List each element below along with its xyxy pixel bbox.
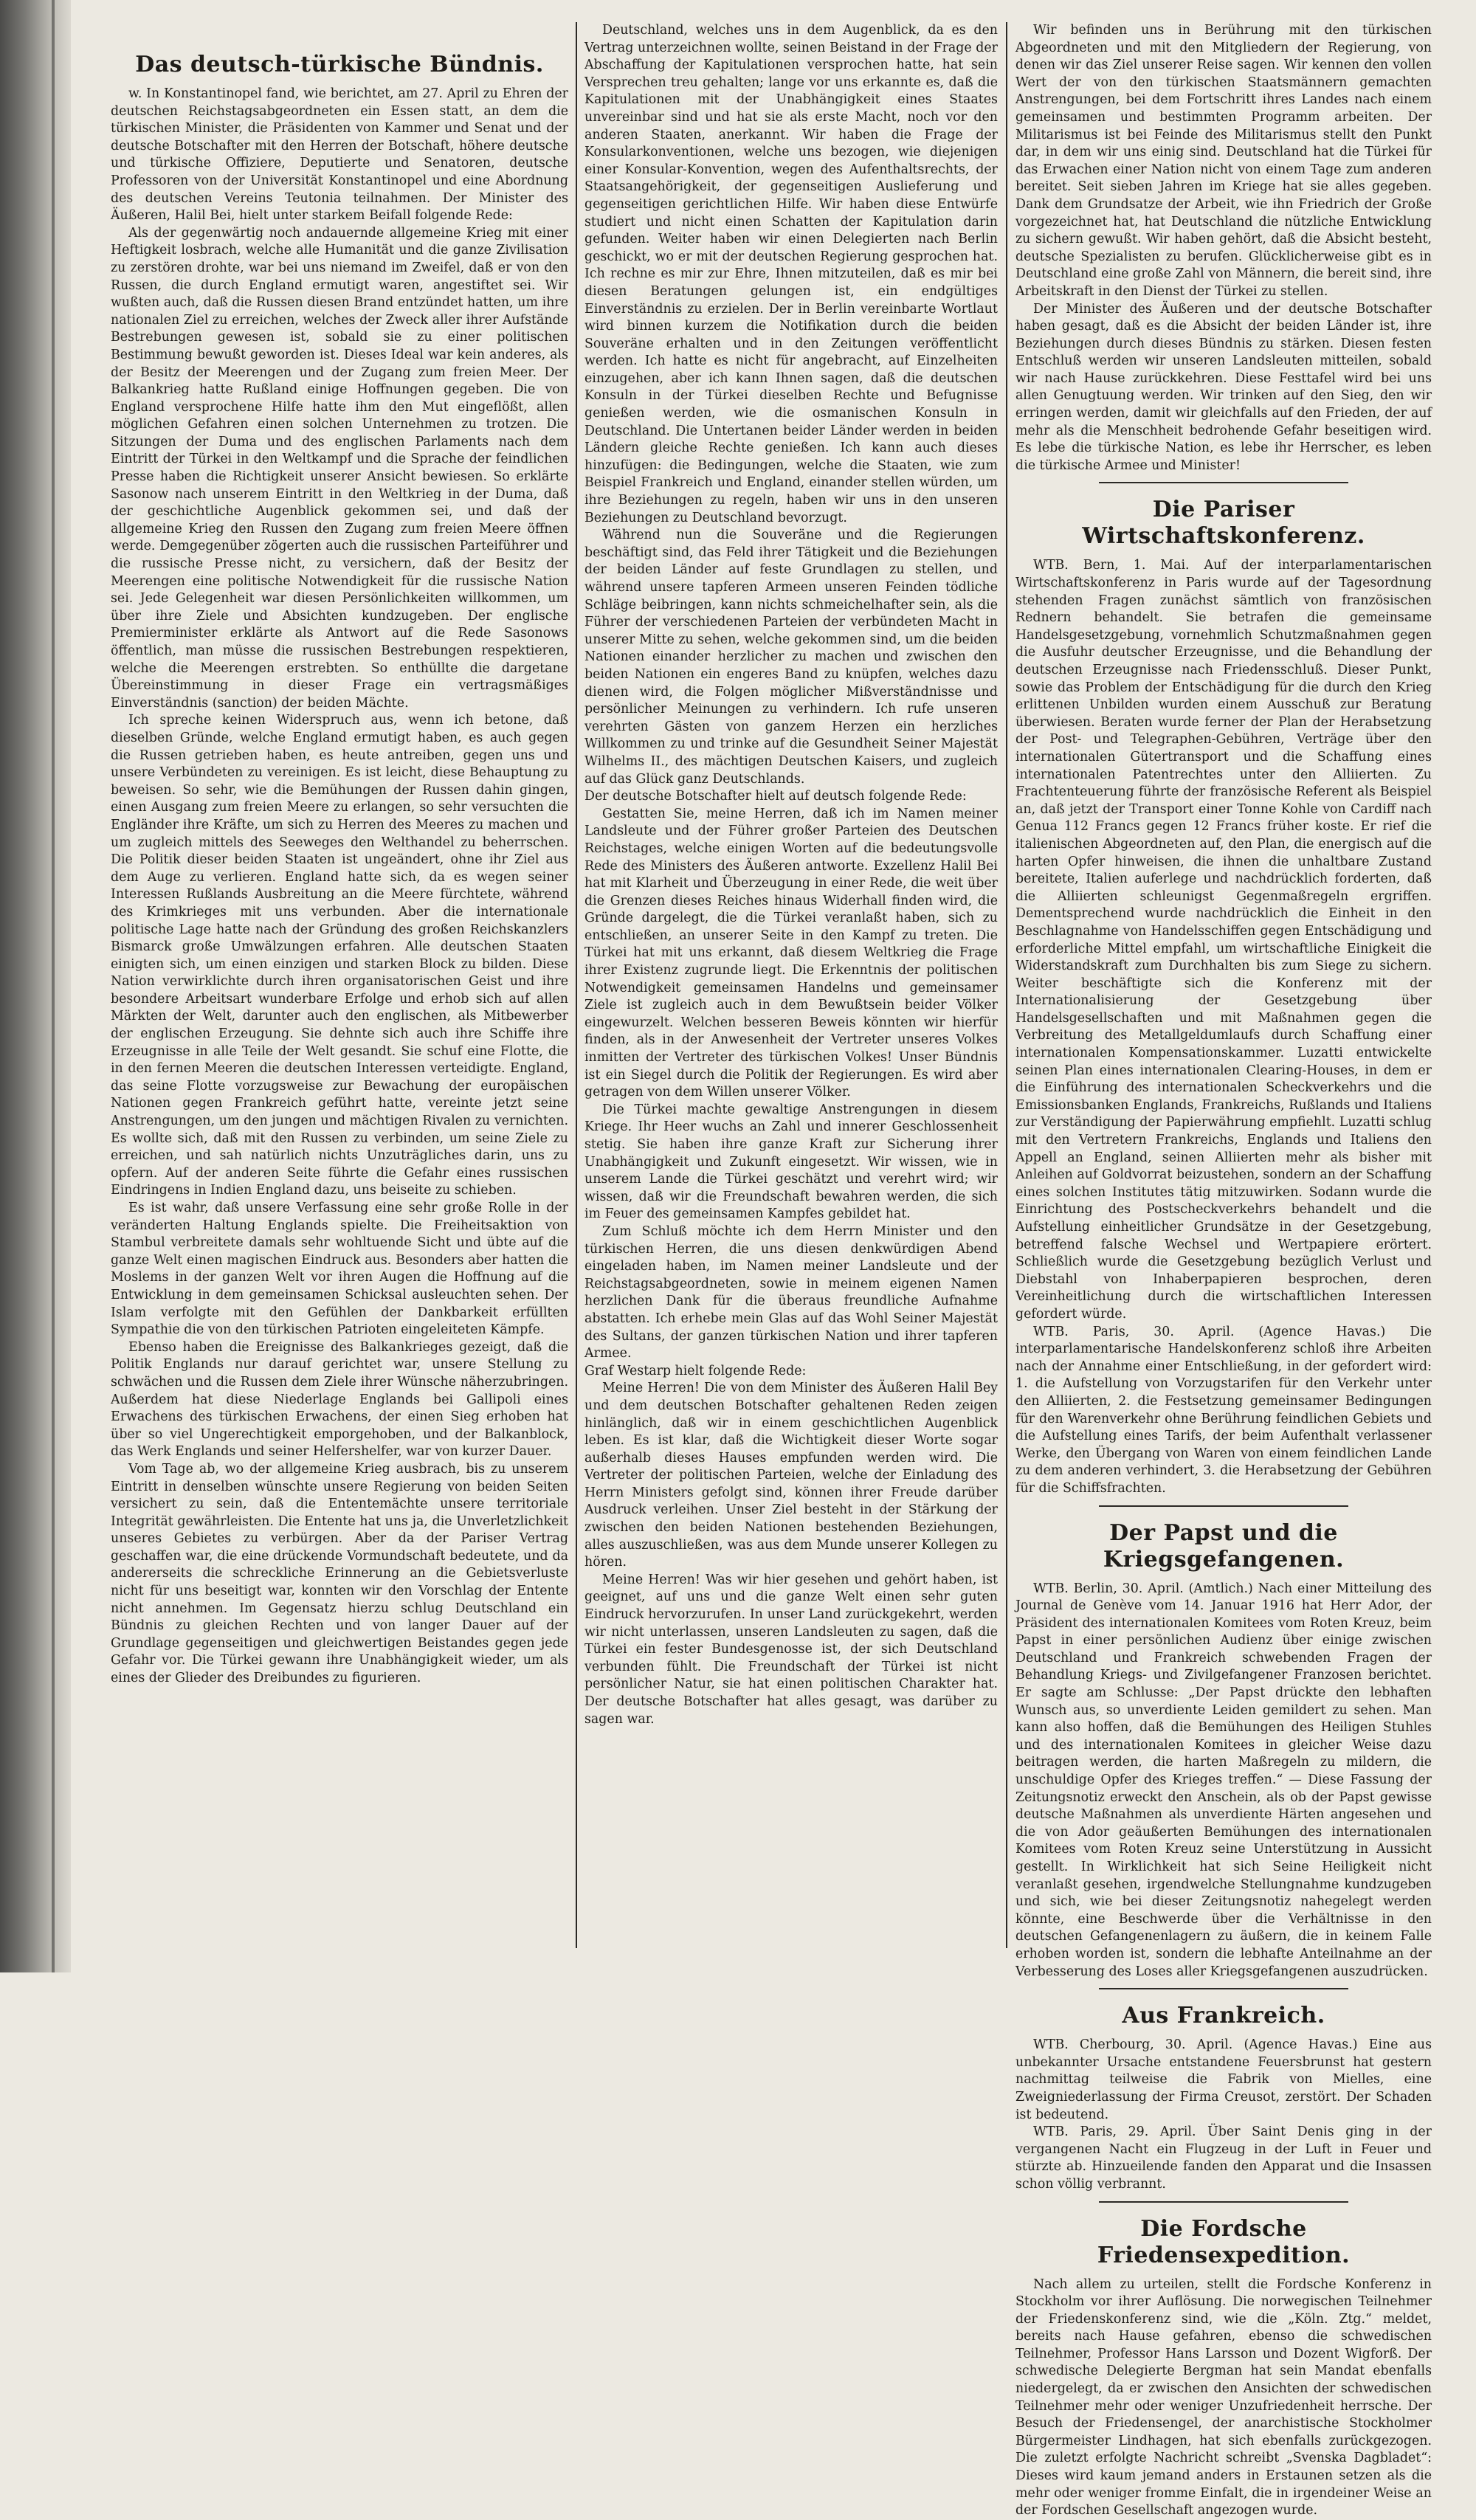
- article-headline: Die Fordsche Friedensexpedition.: [1097, 2215, 1351, 2268]
- article-paragraph: WTB. Bern, 1. Mai. Auf der interparlamentarischen Wirtschaftskonferenz in Paris wurde auf der Tagesordnung stehenden Fragen zunächst sämtlich von französischen Rednern behandelt. Sie betrafen die gemeinsame Handelsgesetzgebung, vornehmlich Schutzmaßnahmen gegen die Ausfuhr deutscher Erzeugnisse, und die Behandlung der deutschen Erzeugnisse nach Friedensschluß. Dieser Punkt, sowie das Problem der Entschädigung für die durch den Krieg erlittenen Unbilden wurden einem Ausschuß zur Beratung überwiesen. Beraten wurde ferner der Plan der Herabsetzung der Post- und Telegraphen-Gebühren, Verträge über den internationalen Gütertransport und die Schaffung eines internationalen Patentrechtes unter den Alliierten. Zu Frachtenteuerung führte der französische Referent als Beispiel an, daß jetzt der Transport einer Tonne Kohle von Cardiff nach Genua 112 Francs gegen 12 Francs früher koste. Er rief die italienischen Abgeordneten auf, den Plan, die energisch auf die harten Opfer hinweisen, die ihnen die unhaltbare Zustand bereitete, Italien auferlege und nachdrücklich forderten, daß die Alliierten schleunigst Gegenmaßregeln ergriffen. Dementsprechend wurde nachdrücklich die Einheit in den Beschlagnahme von Handelsschiffen gegen Entschädigung und erforderliche Mittel empfahl, um wirtschaftliche Einigkeit die Widerstandskraft zum Durchhalten bis zum Siege zu sichern. Weiter beschäftigte sich die Konferenz mit der Internationalisierung der Gesetzgebung über Handelsgesellschaften und mit Maßnahmen gegen die Verbreitung des Metallgeldumlaufs durch Schaffung einer internationalen Kompensationskammer. Luzatti entwickelte seinen Plan eines internationalen Clearing-Houses, in dem er die Einführung des internationalen Scheckverkehrs und die Emissionsbanken Englands, Frankreichs, Rußlands und Italiens zur Verständigung der Papierwährung empfiehlt. Luzatti schlug mit den Vertretern Frankreichs, Englands und Italiens den Appell an England, seinen Alliierten mehr als bisher mit Anleihen auf Goldvorrat beizustehen, sondern an der Schaffung eines solchen Institutes tätig mitzuwirken. Sodann wurde die Einrichtung des Postscheckverkehrs behandelt und die Aufstellung einheitlicher Grundsätze in der Gesetzgebung, betreffend falsche Wechsel und Wertpapiere erörtert. Schließlich wurde die Gesetzgebung bezüglich Verlust und Diebstahl von Inhaberpapieren besprochen, deren Vereinheitlichung durch die wirtschaftlichen Interessen gefordert würde.: [1015, 558, 1432, 1322]
- column-3: [1015, 22, 1432, 2519]
- article-paragraph: w. In Konstantinopel fand, wie berichtet, am 27. April zu Ehren der deutschen Reichstagsabgeordneten ein Essen statt, an dem die türkischen Minister, die Präsidenten von Kammer und Senat und der deutsche Botschafter mit den Herren der Botschaft, höhere deutsche und türkische Offiziere, Deputierte und Senatoren, deutsche Professoren von der Universität Konstantinopel und eine Abordnung des deutschen Vereins Teutonia teilnahmen. Der Minister des Äußeren, Halil Bei, hielt unter starkem Beifall folgende Rede:: [111, 86, 568, 224]
- article-paragraph: WTB. Paris, 30. April. (Agence Havas.) Die interparlamentarische Handelskonferenz schloß ihre Arbeiten nach der Annahme einer Entschließung, in der gefordert wird: 1. die Aufstellung von Vorzugstarifen für den Verkehr unter den Alliierten, 2. die Festsetzung gemeinsamer Bedingungen für den Warenverkehr ohne Berührung feindlichen Gebiets und die Aufstellung eines Tarifs, der beim Aufenthalt verlassener Werke, den Übergang von Waren von einem feindlichen Lande zu dem anderen verhindert, 3. die Herabsetzung der Gebühren für die Schiffsfrachten.: [1015, 1324, 1432, 1496]
- column-1: [111, 22, 568, 1948]
- article-headline: Aus Frankreich.: [1122, 2003, 1325, 2029]
- article-headline: Der Papst und die Kriegsgefangenen.: [1103, 1519, 1345, 1573]
- speech-intro: Der deutsche Botschafter hielt auf deutsch folgende Rede:: [584, 789, 967, 804]
- article-headline: Die Pariser Wirtschaftskonferenz.: [1082, 497, 1365, 550]
- article-paragraph: Zum Schluß möchte ich dem Herrn Minister und den türkischen Herren, die uns diesen denkwürdigen Abend eingeladen haben, im Namen meiner Landsleute und der Reichstagsabgeordneten, sowie in meinem eigenen Namen herzlichen Dank für die überaus freundliche Aufnahme abstatten. Ich erhebe mein Glas auf das Wohl Seiner Majestät des Sultans, der ganzen türkischen Nation und ihrer tapferen Armee.: [584, 1223, 998, 1361]
- speech-intro: Graf Westarp hielt folgende Rede:: [584, 1363, 807, 1378]
- column-rule: [576, 22, 577, 1948]
- article-paragraph: Meine Herren! Was wir hier gesehen und gehört haben, ist geeignet, auf uns und die ganze Welt einen sehr guten Eindruck hervorzurufen. In unser Land zurückgekehrt, werden wir nicht unterlassen, unseren Landsleuten zu sagen, daß die Türkei ein fester Bundesgenosse ist, der sich Deutschland verbunden fühlt. Die Freundschaft der Türkei ist nicht persönlicher Natur, sie hat einen politischen Charakter hat. Der deutsche Botschafter hat alles gesagt, was darüber zu sagen war.: [584, 1572, 998, 1727]
- newspaper-page: [111, 22, 1432, 2519]
- article-paragraph: Es ist wahr, daß unsere Verfassung eine sehr große Rolle in der veränderten Haltung Englands spielte. Die Freiheitsaktion von Stambul verbreitete damals sehr wohltuende Sicht und übte auf die ganze Welt einen magischen Eindruck aus. Besonders aber hatten die Moslems in der ganzen Welt vor ihren Augen die Hoffnung auf die Entwicklung in dem gemeinsamen Schicksal ausleuchten sehen. Der Islam verfolgte mit den Gefühlen der Dankbarkeit erfüllten Sympathie die von den türkischen Patrioten eingeleiteten Kämpfe.: [111, 1201, 568, 1338]
- column-2: [584, 22, 998, 1948]
- article-paragraph: Vom Tage ab, wo der allgemeine Krieg ausbrach, bis zu unserem Eintritt in denselben wünschte unsere Regierung von beiden Seiten versichert zu sein, daß die Ententemächte unsere territoriale Integrität gewährleisten. Die Entente hat uns ja, die Unverletzlichkeit unseres Gebietes zu verbürgen. Aber da der Pariser Vertrag geschaffen war, die eine drückende Vormundschaft bedeutete, und da andererseits die schreckliche Erinnerung an die Gebietsverluste nicht für uns beseitigt war, konnten wir den Vorschlag der Entente nicht annehmen. Im Gegensatz hierzu schlug Deutschland ein Bündnis zu gleichen Rechten und von langer Dauer auf der Grundlage gegenseitigen und gleichwertigen Beistandes gegen jede Gefahr vor. Die Türkei gewann ihre Unabhängigkeit wieder, um als eines der Glieder des Dreibundes zu figurieren.: [111, 1461, 568, 1686]
- article-headline: Das deutsch-türkische Bündnis.: [135, 52, 544, 77]
- article-paragraph: Deutschland, welches uns in dem Augenblick, da es den Vertrag unterzeichnen wollte, seinen Beistand in der Frage der Abschaffung der Kapitulationen versprochen hatte, hat sein Versprechen treu gehalten; lange vor uns erkannte es, daß die Kapitulationen mit der Unabhängigkeit eines Staates unvereinbar sind und hat sie als erste Macht, noch vor den anderen Staaten, anerkannt. Wir haben die Frage der Konsularkonventionen, welche uns bezogen, wie diejenigen einer Konsular-Konvention, wegen des Aufenthaltsrechts, der Staatsangehörigkeit, der gegenseitigen Auslieferung und gegenseitigen gerichtlichen Hilfe. Wir haben diese Entwürfe studiert und nicht einen Schatten der Kapitulation darin gefunden. Weiter haben wir einen Delegierten nach Berlin geschickt, wo er mit der deutschen Regierung gesprochen hat. Ich rechne es mir zur Ehre, Ihnen mitzuteilen, daß es mir bei diesen Beratungen gelungen ist, ein endgültiges Einverständnis zu erzielen. Der in Berlin vereinbarte Wortlaut wird binnen kurzem die Notifikation durch die beiden Souveräne erhalten und in den Zeitungen veröffentlicht werden. Ich hatte es nicht für angebracht, auf Einzelheiten einzugehen, aber ich kann Ihnen sagen, daß die deutschen Konsuln in der Türkei dieselben Rechte und Befugnisse genießen werden, wie die osmanischen Konsuln in Deutschland. Die Untertanen beider Länder werden in beiden Ländern gleiche Rechte genießen. Ich kann auch dieses hinzufügen: die Bedingungen, welche die Staaten, wie zum Beispiel Frankreich und England, einander stellen würden, um ihre Beziehungen zu regeln, haben wir uns in den unseren Beziehungen zu Deutschland bevorzugt.: [584, 23, 998, 525]
- article-paragraph: Wir befinden uns in Berührung mit den türkischen Abgeordneten und mit den Mitgliedern der Regierung, von denen wir das Ziel unserer Reise sagen. Wir kennen den vollen Wert der von den türkischen Staatsmännern gemachten Anstrengungen, bei dem Fortschritt ihres Landes nach einem gemeinsamen und bestimmten Programm arbeiten. Der Militarismus ist bei Feinde des Militarismus stellt den Punkt dar, in dem wir uns einig sind. Deutschland hat die Türkei für das Erwachen einer Nation nicht von einem Tage zum anderen bereitet. Seit sieben Jahren im Kriege hat sie alles gegeben. Dank dem Grundsatze der Arbeit, wie ihn Friedrich der Große vorgezeichnet hat, hat Deutschland die nützliche Entwicklung zu sichern gewußt. Wir haben gehört, daß die Absicht besteht, deutsche Spezialisten zu berufen. Glücklicherweise gibt es in Deutschland eine große Zahl von Männern, die bereit sind, ihre Arbeitskraft in den Dienst der Türkei zu stellen.: [1015, 23, 1432, 299]
- article-paragraph: Als der gegenwärtig noch andauernde allgemeine Krieg mit einer Heftigkeit losbrach, welche alle Humanität und die ganze Zivilisation zu zerstören drohte, war bei uns niemand im Zweifel, daß er von den Russen, die durch England ermutigt waren, angestiftet sei. Wir wußten auch, daß die Russen diesen Brand entzündet hatten, um ihre nationalen Ziel zu erreichen, welches der Zweck aller ihrer Aufstände Bestrebungen gewesen ist, sobald sie zu einer politischen Bestimmung bewußt geworden ist. Dieses Ideal war kein anderes, als der Besitz der Meerengen und der Zugang zum freien Meer. Der Balkankrieg hatte Rußland einige Hoffnungen gegeben. Die von England versprochene Hilfe hatte ihm den Mut eingeflößt, allen möglichen Gefahren einen solchen Unternehmen zu trotzen. Die Sitzungen der Duma und des englischen Parlaments nach dem Eintritt der Türkei in den Weltkampf und die Sprache der feindlichen Presse haben die Richtigkeit unserer Ansicht bewiesen. So erklärte Sasonow nach unserem Eintritt in den Weltkrieg in der Duma, daß der geschichtliche Augenblick gekommen sei, und daß der allgemeine Krieg den Russen den Zugang zum freien Meere öffnen werde. Demgegenüber zögerten auch die russischen Parteiführer und die russische Presse nicht, zu versichern, daß der Besitz der Meerengen eine politische Notwendigkeit für die russische Nation sei. Jede Gelegenheit war diesen Persönlichkeiten willkommen, um über ihre Ziele und Absichten kundzugeben. Der englische Premierminister erklärte als Antwort auf die Rede Sasonows öffentlich, man müsse die russischen Bestrebungen respektieren, welche die Meerengen erstrebten. So enthüllte die dargetane Übereinstimmung in dieser Frage ein vertragsmäßiges Einverständnis (sanction) der beiden Mächte.: [111, 225, 568, 711]
- section-divider: [1099, 1988, 1348, 1989]
- article-paragraph: Während nun die Souveräne und die Regierungen beschäftigt sind, das Feld ihrer Tätigkeit und die Beziehungen der beiden Länder auf feste Grundlagen zu stellen, und während unsere tapferen Armeen unseren Feinden tödliche Schläge beibringen, kann nichts schmeichelhafter sein, als die Führer der verschiedenen Parteien der verbündeten Macht in unserer Mitte zu sehen, welche gekommen sind, um die beiden Nationen einander herzlicher zu machen und zwischen den beiden Nationen ein engeres Band zu knüpfen, welches dazu dienen wird, die Folgen möglicher Mißverständnisse und persönlicher Meinungen zu verhindern. Ich rufe unseren verehrten Gästen von ganzem Herzen ein herzliches Willkommen zu und trinke auf die Gesundheit Seiner Majestät Wilhelms II., des mächtigen Deutschen Kaisers, und zugleich auf das Glück ganz Deutschlands.: [584, 528, 998, 787]
- article-paragraph: WTB. Cherbourg, 30. April. (Agence Havas.) Eine aus unbekannter Ursache entstandene Feuersbrunst hat gestern nachmittag teilweise die Fabrik von Mielles, eine Zweigniederlassung der Firma Creusot, zerstört. Der Schaden ist bedeutend.: [1015, 2037, 1432, 2122]
- section-divider: [1099, 2201, 1348, 2203]
- article-paragraph: WTB. Berlin, 30. April. (Amtlich.) Nach einer Mitteilung des Journal de Genève vom 14. Januar 1916 hat Herr Ador, der Präsident des internationalen Komitees vom Roten Kreuz, beim Papst in einer persönlichen Audienz über einige zwischen Deutschland und Frankreich schwebenden Fragen der Behandlung Kriegs- und Zivilgefangener Franzosen berichtet. Er sagte am Schlusse: „Der Papst drückte den lebhaften Wunsch aus, so unverdiente Leiden gemildert zu sehen. Man kann also hoffen, daß die Bemühungen des Heiligen Stuhles und des internationalen Komitees in gleicher Weise dazu beitragen werden, die harten Maßregeln zu mildern, die unschuldige Opfer des Krieges treffen.“ — Diese Fassung der Zeitungsnotiz erweckt den Anschein, als ob der Papst gewisse deutsche Maßnahmen als unverdiente Härten angesehen und die von Ador geäußerten Bemühungen des internationalen Komitees vom Roten Kreuz seine Unterstützung in Aussicht gestellt. In Wirklichkeit hat sich Seine Heiligkeit nicht veranlaßt gesehen, irgendwelche Stellungnahme kundzugeben und sich, wie bei dieser Zeitungsnotiz nahegelegt werden könnte, eine Beschwerde über die Verhältnisse in den deutschen Gefangenenlagern zu äußern, die in keinem Falle erhoben worden ist, sondern die lebhafte Anteilnahme an der Verbesserung des Loses aller Kriegsgefangenen auszudrücken.: [1015, 1581, 1432, 1979]
- article-paragraph: Ebenso haben die Ereignisse des Balkankrieges gezeigt, daß die Politik Englands nur darauf gerichtet war, unsere Stellung zu schwächen und die Russen dem Ziele ihrer Wünsche näherzubringen. Außerdem hat diese Niederlage Englands bei Gallipoli eines Erwachens des türkischen Erwachens, der einen Sieg erhoben hat über so viel Ungerechtigkeit emporgehoben, und der Balkanblock, das Werk Englands und seiner Helfershelfer, war von kurzer Dauer.: [111, 1339, 568, 1460]
- section-divider: [1099, 1505, 1348, 1507]
- section-divider: [1099, 482, 1348, 483]
- article-paragraph: Nach allem zu urteilen, stellt die Fordsche Konferenz in Stockholm vor ihrer Auflösung. Die norwegischen Teilnehmer der Friedenskonferenz sind, wie die „Köln. Ztg.“ meldet, bereits nach Hause gefahren, ebenso die schwedischen Teilnehmer, Professor Hans Larsson und Dozent Wigforß. Der schwedische Delegierte Bergman hat sein Mandat ebenfalls niedergelegt, da er zwischen den Ansichten der schwedischen Teilnehmer mehr oder weniger Unzufriedenheit herrsche. Der Besuch der Friedensengel, der anarchistische Stockholmer Bürgermeister Lindhagen, hat sich ebenfalls zurückgezogen. Die zuletzt erfolgte Nachricht schreibt „Svenska Dagbladet“: Dieses wird kaum jemand anders in Erstaunen setzen als die mehr oder weniger fromme Einfalt, die in irgendeiner Weise an der Fordschen Gesellschaft angezogen wurde.: [1015, 2276, 1432, 2519]
- column-rule: [1006, 22, 1007, 1948]
- article-paragraph: Der Minister des Äußeren und der deutsche Botschafter haben gesagt, daß es die Absicht der beiden Länder ist, ihre Beziehungen durch dieses Bündnis zu stärken. Diesen festen Entschluß werden wir unseren Landsleuten mitteilen, sobald wir nach Hause zurückkehren. Diese Festtafel wird bei uns allen Genugtuung werden. Wir trinken auf den Sieg, den wir erringen werden, damit wir gleichfalls auf den Frieden, der auf mehr als die Menschheit bedrohende Gefahr beseitigen wird. Es lebe die türkische Nation, es lebe ihr Herrscher, es leben die türkische Armee und Minister!: [1015, 301, 1432, 473]
- article-paragraph: WTB. Paris, 29. April. Über Saint Denis ging in der vergangenen Nacht ein Flugzeug in der Luft in Feuer und stürzte ab. Hinzueilende fanden den Apparat und die Insassen schon völlig verbrannt.: [1015, 2124, 1432, 2192]
- article-paragraph: Meine Herren! Die von dem Minister des Äußeren Halil Bey und dem deutschen Botschafter gehaltenen Reden zeigen hinlänglich, daß wir in einem geschichtlichen Augenblick leben. Es ist klar, daß die Wichtigkeit dieser Worte sogar außerhalb dieses Hauses empfunden werden wird. Die Vertreter der politischen Parteien, welche der Einladung des Herrn Ministers gefolgt sind, können ihrer Freude darüber Ausdruck verleihen. Unser Ziel besteht in der Stärkung der zwischen den beiden Nationen bestehenden Beziehungen, alles auszuschließen, was aus dem Munde unserer Kollegen zu hören.: [584, 1381, 998, 1570]
- article-paragraph: Ich spreche keinen Widerspruch aus, wenn ich betone, daß dieselben Gründe, welche England ermutigt haben, es auch gegen die Russen getrieben haben, es heute antreiben, gegen uns und unsere Verbündeten zu vereinigen. Es ist leicht, diese Behauptung zu beweisen. So sehr, wie die Bemühungen der Russen dahin gingen, einen Ausgang zum freien Meere zu erlangen, so sehr versuchten die Engländer ihre Kräfte, um sich zu Herren des Meeres zu machen und um zugleich mittels des Seeweges den Welthandel zu beherrschen. Die Politik dieser beiden Staaten ist ungeändert, ohne ihr Ziel aus dem Auge zu verlieren. England hatte sich, da es wegen seiner Interessen Rußlands Ausbreitung an die Meere fürchtete, während des Krimkrieges mit uns verbunden. Aber die internationale politische Lage hatte nach der Gründung des großen Reichskanzlers Bismarck große Umwälzungen erfahren. Alle deutschen Staaten einigten sich, um einen einzigen und starken Block zu bilden. Diese Nation verwirklichte durch ihren organisatorischen Geist und ihre besondere Arbeitsart wunderbare Erfolge und erhob sich auf allen Märkten der Welt, darunter auch den englischen, als Mitbewerber der englischen Erzeugung. Sie dehnte sich auch ihre Schiffe ihre Erzeugnisse in alle Teile der Welt gesandt. Sie schuf eine Flotte, die in den fernen Meeren die deutschen Interessen verteidigte. England, das seine Flotte vorzugsweise zur Bewachung der europäischen Nationen gegen Frankreich geführt hatte, vereinte jetzt seine Anstrengungen, um den jungen und mächtigen Rivalen zu vernichten. Es wollte sich, daß mit den Russen zu verbinden, um seine Ziele zu erreichen, und sah natürlich nichts Unzuträgliches darin, uns zu opfern. Auf der anderen Seite führte die Gefahr eines russischen Eindringens in Indien England dazu, uns beiseite zu schieben.: [111, 713, 568, 1198]
- article-paragraph: Die Türkei machte gewaltige Anstrengungen in diesem Kriege. Ihr Heer wuchs an Zahl und innerer Geschlossenheit stetig. Sie haben ihre ganze Kraft zur Sicherung ihrer Unabhängigkeit und Zukunft eingesetzt. Wir wissen, wie in unserem Lande die Türkei geschätzt und verehrt wird; wir wissen, daß wir die Freundschaft bewahren werden, die sich im Feuer des gemeinsamen Kampfes gebildet hat.: [584, 1102, 998, 1222]
- article-paragraph: Gestatten Sie, meine Herren, daß ich im Namen meiner Landsleute und der Führer großer Parteien des Deutschen Reichstages, welche einigen Worten auf die bedeutungsvolle Rede des Ministers des Äußeren antworte. Exzellenz Halil Bei hat mit Klarheit und Überzeugung in einer Rede, die weit über die Grenzen dieses Reiches hinaus Widerhall finden wird, die Gründe dargelegt, die die Türkei veranlaßt haben, sich zu entschließen, an unserer Seite in den Kampf zu treten. Die Türkei hat mit uns erkannt, daß diesem Weltkrieg die Frage ihrer Existenz zugrunde liegt. Die Erkenntnis der politischen Notwendigkeit gemeinsamen Handelns und gemeinsamer Ziele ist zugleich auch in dem Bewußtsein beider Völker eingewurzelt. Welchen besseren Beweis könnten wir hierfür finden, als in der Anwesenheit der Vertreter unseres Volkes inmitten der Vertreter des türkischen Volkes! Unser Bündnis ist ein Siegel durch die Politik der Regierungen. Es wird aber getragen von dem Willen unserer Völker.: [584, 806, 998, 1100]
- book-binding-edge: [0, 0, 71, 1972]
